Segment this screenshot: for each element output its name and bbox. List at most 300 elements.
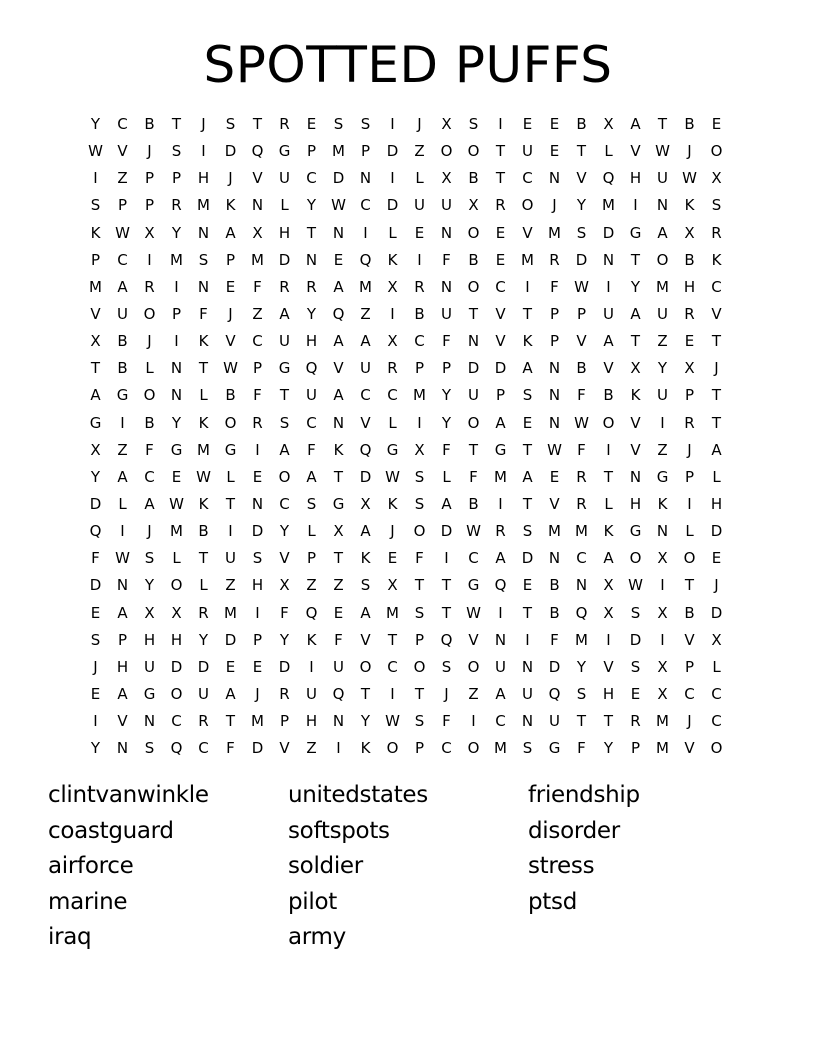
grid-cell[interactable]: P	[279, 712, 290, 731]
grid-cell[interactable]: A	[117, 277, 128, 296]
grid-cell[interactable]: Z	[225, 576, 236, 595]
grid-cell[interactable]: M	[656, 739, 669, 758]
grid-cell[interactable]: M	[521, 250, 534, 269]
grid-cell[interactable]: X	[603, 576, 614, 595]
grid-cell[interactable]: G	[278, 359, 291, 378]
grid-cell[interactable]: P	[414, 630, 425, 649]
grid-cell[interactable]: A	[333, 332, 344, 351]
grid-cell[interactable]: V	[495, 304, 506, 323]
grid-cell[interactable]: F	[253, 277, 262, 296]
grid-cell[interactable]: O	[467, 142, 480, 161]
grid-cell[interactable]: V	[360, 413, 371, 432]
grid-cell[interactable]: W	[223, 359, 238, 378]
grid-cell[interactable]: M	[170, 522, 183, 541]
grid-cell[interactable]: I	[498, 115, 503, 133]
grid-cell[interactable]: R	[252, 413, 263, 432]
grid-cell[interactable]: G	[386, 440, 399, 459]
grid-cell[interactable]: I	[660, 576, 665, 595]
grid-cell[interactable]: A	[495, 413, 506, 432]
grid-cell[interactable]: D	[359, 467, 372, 486]
grid-cell[interactable]: H	[251, 576, 264, 595]
grid-cell[interactable]: Y	[630, 277, 641, 296]
grid-cell[interactable]: Y	[171, 413, 182, 432]
grid-cell[interactable]: E	[225, 657, 236, 676]
grid-cell[interactable]: S	[414, 603, 425, 622]
grid-cell[interactable]: T	[711, 386, 722, 405]
grid-cell[interactable]: N	[197, 277, 210, 296]
grid-cell[interactable]: G	[656, 467, 669, 486]
grid-cell[interactable]: Q	[170, 739, 183, 758]
grid-cell[interactable]: J	[390, 522, 395, 541]
grid-cell[interactable]: S	[144, 739, 155, 758]
grid-cell[interactable]: I	[444, 549, 449, 568]
grid-cell[interactable]: F	[442, 712, 451, 731]
grid-cell[interactable]: M	[197, 196, 210, 215]
grid-cell[interactable]: I	[390, 304, 395, 323]
grid-cell[interactable]: I	[471, 712, 476, 731]
grid-cell[interactable]: Z	[252, 304, 263, 323]
grid-cell[interactable]: D	[224, 630, 237, 649]
grid-cell[interactable]: U	[306, 386, 317, 405]
grid-cell[interactable]: B	[468, 494, 479, 513]
grid-cell[interactable]: A	[522, 359, 533, 378]
grid-cell[interactable]: B	[576, 115, 587, 133]
grid-cell[interactable]: N	[251, 196, 264, 215]
grid-cell[interactable]: B	[198, 522, 209, 541]
grid-cell[interactable]: I	[525, 277, 530, 296]
grid-cell[interactable]: O	[467, 223, 480, 242]
grid-cell[interactable]: A	[279, 440, 290, 459]
grid-cell[interactable]: H	[305, 332, 318, 351]
grid-cell[interactable]: W	[169, 494, 184, 513]
grid-cell[interactable]: L	[280, 196, 289, 215]
grid-cell[interactable]: F	[442, 440, 451, 459]
grid-cell[interactable]: O	[710, 142, 723, 161]
grid-cell[interactable]: P	[144, 169, 155, 188]
grid-cell[interactable]: T	[468, 440, 479, 459]
grid-cell[interactable]: X	[630, 359, 641, 378]
grid-cell[interactable]: F	[550, 277, 559, 296]
grid-cell[interactable]: O	[467, 413, 480, 432]
grid-cell[interactable]: J	[687, 142, 692, 161]
grid-cell[interactable]: I	[660, 630, 665, 649]
grid-cell[interactable]: P	[306, 549, 317, 568]
grid-cell[interactable]: R	[549, 250, 560, 269]
grid-cell[interactable]: H	[710, 494, 723, 513]
grid-cell[interactable]: N	[251, 494, 264, 513]
grid-cell[interactable]: I	[525, 630, 530, 649]
grid-cell[interactable]: P	[90, 250, 101, 269]
grid-cell[interactable]: P	[576, 304, 587, 323]
grid-cell[interactable]: U	[279, 332, 290, 351]
grid-cell[interactable]: S	[333, 115, 344, 133]
grid-cell[interactable]: A	[117, 603, 128, 622]
grid-cell[interactable]: I	[390, 684, 395, 703]
grid-cell[interactable]: K	[603, 522, 614, 541]
grid-cell[interactable]: R	[198, 712, 209, 731]
grid-cell[interactable]: E	[684, 332, 695, 351]
grid-cell[interactable]: Z	[657, 440, 668, 459]
grid-cell[interactable]: Z	[333, 576, 344, 595]
grid-cell[interactable]: U	[441, 304, 452, 323]
grid-cell[interactable]: K	[225, 196, 236, 215]
grid-cell[interactable]: S	[441, 657, 452, 676]
grid-cell[interactable]: O	[224, 413, 237, 432]
grid-cell[interactable]: C	[279, 494, 290, 513]
grid-cell[interactable]: D	[251, 739, 264, 758]
grid-cell[interactable]: L	[604, 142, 613, 161]
grid-cell[interactable]: C	[198, 739, 209, 758]
grid-cell[interactable]: B	[684, 603, 695, 622]
grid-cell[interactable]: Q	[494, 576, 507, 595]
grid-cell[interactable]: S	[171, 142, 182, 161]
grid-cell[interactable]: D	[548, 657, 561, 676]
grid-cell[interactable]: W	[628, 576, 643, 595]
grid-cell[interactable]: V	[117, 712, 128, 731]
grid-cell[interactable]: N	[359, 169, 372, 188]
grid-cell[interactable]: E	[549, 142, 560, 161]
grid-cell[interactable]: D	[710, 522, 723, 541]
grid-cell[interactable]: K	[90, 223, 101, 242]
grid-cell[interactable]: B	[144, 115, 155, 133]
grid-cell[interactable]: S	[576, 223, 587, 242]
grid-cell[interactable]: T	[603, 467, 614, 486]
grid-cell[interactable]: G	[467, 576, 480, 595]
grid-cell[interactable]: Y	[198, 630, 209, 649]
grid-cell[interactable]: T	[684, 576, 695, 595]
grid-cell[interactable]: E	[333, 250, 344, 269]
grid-cell[interactable]: F	[91, 549, 100, 568]
grid-cell[interactable]: F	[577, 739, 586, 758]
grid-cell[interactable]: X	[387, 277, 398, 296]
grid-cell[interactable]: T	[252, 115, 263, 133]
grid-cell[interactable]: R	[684, 304, 695, 323]
grid-cell[interactable]: V	[630, 413, 641, 432]
grid-cell[interactable]: I	[255, 603, 260, 622]
grid-cell[interactable]: C	[684, 684, 695, 703]
grid-cell[interactable]: R	[171, 196, 182, 215]
grid-cell[interactable]: T	[495, 169, 506, 188]
grid-cell[interactable]: N	[116, 576, 129, 595]
grid-cell[interactable]: S	[225, 115, 236, 133]
grid-cell[interactable]: E	[549, 467, 560, 486]
grid-cell[interactable]: U	[198, 684, 209, 703]
grid-cell[interactable]: S	[90, 196, 101, 215]
grid-cell[interactable]: A	[225, 223, 236, 242]
grid-cell[interactable]: D	[170, 657, 183, 676]
grid-cell[interactable]: B	[117, 359, 128, 378]
grid-cell[interactable]: Y	[90, 739, 101, 758]
grid-cell[interactable]: U	[657, 386, 668, 405]
grid-cell[interactable]: P	[360, 142, 371, 161]
grid-cell[interactable]: X	[90, 332, 101, 351]
grid-cell[interactable]: C	[360, 196, 371, 215]
grid-cell[interactable]: H	[602, 684, 615, 703]
grid-cell[interactable]: P	[252, 630, 263, 649]
grid-cell[interactable]: H	[116, 657, 129, 676]
grid-cell[interactable]: P	[171, 169, 182, 188]
grid-cell[interactable]: D	[224, 142, 237, 161]
grid-cell[interactable]: E	[333, 603, 344, 622]
grid-cell[interactable]: F	[199, 304, 208, 323]
grid-cell[interactable]: N	[548, 413, 561, 432]
grid-cell[interactable]: N	[467, 332, 480, 351]
grid-cell[interactable]: M	[359, 277, 372, 296]
grid-cell[interactable]: U	[360, 359, 371, 378]
grid-cell[interactable]: T	[630, 250, 641, 269]
grid-cell[interactable]: D	[467, 359, 480, 378]
grid-cell[interactable]: M	[602, 196, 615, 215]
grid-cell[interactable]: N	[602, 250, 615, 269]
grid-cell[interactable]: E	[630, 684, 641, 703]
grid-cell[interactable]: X	[684, 223, 695, 242]
grid-cell[interactable]: A	[333, 386, 344, 405]
grid-cell[interactable]: C	[711, 684, 722, 703]
grid-cell[interactable]: C	[306, 169, 317, 188]
grid-cell[interactable]: R	[711, 223, 722, 242]
grid-cell[interactable]: X	[144, 223, 155, 242]
grid-cell[interactable]: V	[630, 440, 641, 459]
grid-cell[interactable]: P	[414, 739, 425, 758]
grid-cell[interactable]: V	[603, 359, 614, 378]
grid-cell[interactable]: H	[197, 169, 210, 188]
grid-cell[interactable]: T	[306, 223, 317, 242]
grid-cell[interactable]: F	[442, 250, 451, 269]
grid-cell[interactable]: S	[279, 413, 290, 432]
grid-cell[interactable]: Z	[306, 576, 317, 595]
grid-cell[interactable]: I	[606, 277, 611, 296]
grid-cell[interactable]: T	[441, 603, 452, 622]
grid-cell[interactable]: C	[414, 332, 425, 351]
grid-cell[interactable]: O	[629, 549, 642, 568]
grid-cell[interactable]: C	[495, 712, 506, 731]
grid-cell[interactable]: V	[684, 739, 695, 758]
grid-cell[interactable]: B	[468, 250, 479, 269]
grid-cell[interactable]: V	[279, 739, 290, 758]
grid-cell[interactable]: I	[660, 413, 665, 432]
grid-cell[interactable]: G	[548, 739, 561, 758]
grid-cell[interactable]: V	[711, 304, 722, 323]
grid-cell[interactable]: Q	[602, 169, 615, 188]
grid-cell[interactable]: X	[171, 603, 182, 622]
grid-cell[interactable]: C	[468, 549, 479, 568]
grid-cell[interactable]: C	[522, 169, 533, 188]
grid-cell[interactable]: R	[414, 277, 425, 296]
grid-cell[interactable]: T	[333, 549, 344, 568]
grid-cell[interactable]: X	[387, 576, 398, 595]
grid-cell[interactable]: H	[143, 630, 156, 649]
grid-cell[interactable]: V	[468, 630, 479, 649]
grid-cell[interactable]: Q	[440, 630, 453, 649]
grid-cell[interactable]: I	[201, 142, 206, 161]
grid-cell[interactable]: M	[251, 712, 264, 731]
grid-cell[interactable]: G	[629, 223, 642, 242]
grid-cell[interactable]: X	[711, 169, 722, 188]
grid-cell[interactable]: U	[468, 386, 479, 405]
grid-cell[interactable]: J	[147, 142, 152, 161]
grid-cell[interactable]: S	[711, 196, 722, 215]
grid-cell[interactable]: K	[684, 196, 695, 215]
grid-cell[interactable]: Y	[144, 576, 155, 595]
grid-cell[interactable]: U	[225, 549, 236, 568]
grid-cell[interactable]: Y	[279, 630, 290, 649]
grid-cell[interactable]: O	[143, 304, 156, 323]
grid-cell[interactable]: I	[93, 712, 98, 731]
grid-cell[interactable]: I	[606, 630, 611, 649]
grid-cell[interactable]: Y	[306, 196, 317, 215]
grid-cell[interactable]: U	[144, 657, 155, 676]
grid-cell[interactable]: T	[225, 494, 236, 513]
grid-cell[interactable]: L	[145, 359, 154, 378]
grid-cell[interactable]: N	[629, 467, 642, 486]
grid-cell[interactable]: L	[199, 386, 208, 405]
grid-cell[interactable]: P	[684, 657, 695, 676]
grid-cell[interactable]: H	[305, 712, 318, 731]
grid-cell[interactable]: J	[147, 522, 152, 541]
grid-cell[interactable]: D	[278, 250, 291, 269]
grid-cell[interactable]: L	[388, 223, 397, 242]
grid-cell[interactable]: D	[629, 630, 642, 649]
grid-cell[interactable]: F	[442, 332, 451, 351]
grid-cell[interactable]: F	[577, 386, 586, 405]
grid-cell[interactable]: C	[306, 413, 317, 432]
grid-cell[interactable]: I	[174, 277, 179, 296]
grid-cell[interactable]: A	[603, 549, 614, 568]
grid-cell[interactable]: D	[521, 549, 534, 568]
grid-cell[interactable]: M	[386, 603, 399, 622]
grid-cell[interactable]: D	[278, 657, 291, 676]
grid-cell[interactable]: P	[306, 142, 317, 161]
grid-cell[interactable]: D	[197, 657, 210, 676]
grid-cell[interactable]: U	[414, 196, 425, 215]
grid-cell[interactable]: O	[278, 467, 291, 486]
grid-cell[interactable]: M	[413, 386, 426, 405]
grid-cell[interactable]: R	[306, 277, 317, 296]
grid-cell[interactable]: S	[306, 494, 317, 513]
grid-cell[interactable]: X	[387, 332, 398, 351]
grid-cell[interactable]: B	[117, 332, 128, 351]
grid-cell[interactable]: S	[360, 115, 371, 133]
grid-cell[interactable]: C	[252, 332, 263, 351]
grid-cell[interactable]: L	[307, 522, 316, 541]
grid-cell[interactable]: M	[332, 142, 345, 161]
grid-cell[interactable]: E	[711, 549, 722, 568]
grid-cell[interactable]: I	[687, 494, 692, 513]
grid-cell[interactable]: Z	[117, 169, 128, 188]
grid-cell[interactable]: L	[415, 169, 424, 188]
grid-cell[interactable]: E	[495, 250, 506, 269]
grid-cell[interactable]: X	[414, 440, 425, 459]
grid-cell[interactable]: J	[417, 115, 422, 133]
grid-cell[interactable]: I	[417, 413, 422, 432]
grid-cell[interactable]: T	[576, 142, 587, 161]
grid-cell[interactable]: T	[657, 115, 668, 133]
grid-cell[interactable]: G	[143, 684, 156, 703]
grid-cell[interactable]: Q	[89, 522, 102, 541]
grid-cell[interactable]: C	[360, 386, 371, 405]
grid-cell[interactable]: J	[714, 359, 719, 378]
grid-cell[interactable]: P	[684, 467, 695, 486]
grid-cell[interactable]: A	[306, 467, 317, 486]
grid-cell[interactable]: D	[89, 576, 102, 595]
grid-cell[interactable]: J	[714, 576, 719, 595]
grid-cell[interactable]: J	[93, 657, 98, 676]
grid-cell[interactable]: B	[468, 169, 479, 188]
grid-cell[interactable]: P	[117, 630, 128, 649]
grid-cell[interactable]: Y	[441, 413, 452, 432]
grid-cell[interactable]: Y	[576, 196, 587, 215]
grid-cell[interactable]: A	[117, 684, 128, 703]
grid-cell[interactable]: O	[359, 657, 372, 676]
grid-cell[interactable]: Z	[306, 739, 317, 758]
grid-cell[interactable]: T	[522, 440, 533, 459]
grid-cell[interactable]: W	[466, 603, 481, 622]
grid-cell[interactable]: V	[603, 657, 614, 676]
grid-cell[interactable]: D	[332, 169, 345, 188]
grid-cell[interactable]: Q	[332, 684, 345, 703]
grid-cell[interactable]: C	[441, 739, 452, 758]
grid-cell[interactable]: N	[116, 739, 129, 758]
grid-cell[interactable]: V	[576, 332, 587, 351]
grid-cell[interactable]: R	[279, 115, 290, 133]
grid-cell[interactable]: N	[332, 223, 345, 242]
grid-cell[interactable]: S	[630, 603, 641, 622]
grid-cell[interactable]: K	[711, 250, 722, 269]
grid-cell[interactable]: Z	[414, 142, 425, 161]
grid-cell[interactable]: M	[89, 277, 102, 296]
grid-cell[interactable]: B	[144, 413, 155, 432]
grid-cell[interactable]: C	[711, 712, 722, 731]
grid-cell[interactable]: X	[441, 115, 452, 133]
grid-cell[interactable]: A	[360, 332, 371, 351]
grid-cell[interactable]: P	[414, 359, 425, 378]
grid-cell[interactable]: D	[251, 522, 264, 541]
grid-cell[interactable]: I	[417, 250, 422, 269]
grid-cell[interactable]: V	[117, 142, 128, 161]
grid-cell[interactable]: A	[522, 467, 533, 486]
grid-cell[interactable]: Q	[305, 603, 318, 622]
grid-cell[interactable]: I	[174, 332, 179, 351]
grid-cell[interactable]: E	[522, 115, 533, 133]
grid-cell[interactable]: I	[93, 169, 98, 188]
grid-cell[interactable]: O	[467, 739, 480, 758]
grid-cell[interactable]: G	[332, 494, 345, 513]
grid-cell[interactable]: R	[630, 712, 641, 731]
grid-cell[interactable]: K	[198, 494, 209, 513]
grid-cell[interactable]: R	[576, 467, 587, 486]
grid-cell[interactable]: U	[603, 304, 614, 323]
grid-cell[interactable]: D	[386, 142, 399, 161]
grid-cell[interactable]: Y	[90, 467, 101, 486]
grid-cell[interactable]: R	[495, 522, 506, 541]
grid-cell[interactable]: A	[90, 386, 101, 405]
grid-cell[interactable]: M	[575, 522, 588, 541]
grid-cell[interactable]: N	[548, 359, 561, 378]
grid-cell[interactable]: U	[657, 169, 668, 188]
grid-cell[interactable]: S	[198, 250, 209, 269]
grid-cell[interactable]: D	[386, 196, 399, 215]
grid-cell[interactable]: P	[684, 386, 695, 405]
grid-cell[interactable]: K	[360, 739, 371, 758]
grid-cell[interactable]: B	[549, 603, 560, 622]
grid-cell[interactable]: X	[603, 115, 614, 133]
grid-cell[interactable]: D	[575, 250, 588, 269]
grid-cell[interactable]: Y	[279, 522, 290, 541]
grid-cell[interactable]: C	[117, 115, 128, 133]
grid-cell[interactable]: O	[413, 522, 426, 541]
grid-cell[interactable]: A	[333, 277, 344, 296]
grid-cell[interactable]: L	[226, 467, 235, 486]
